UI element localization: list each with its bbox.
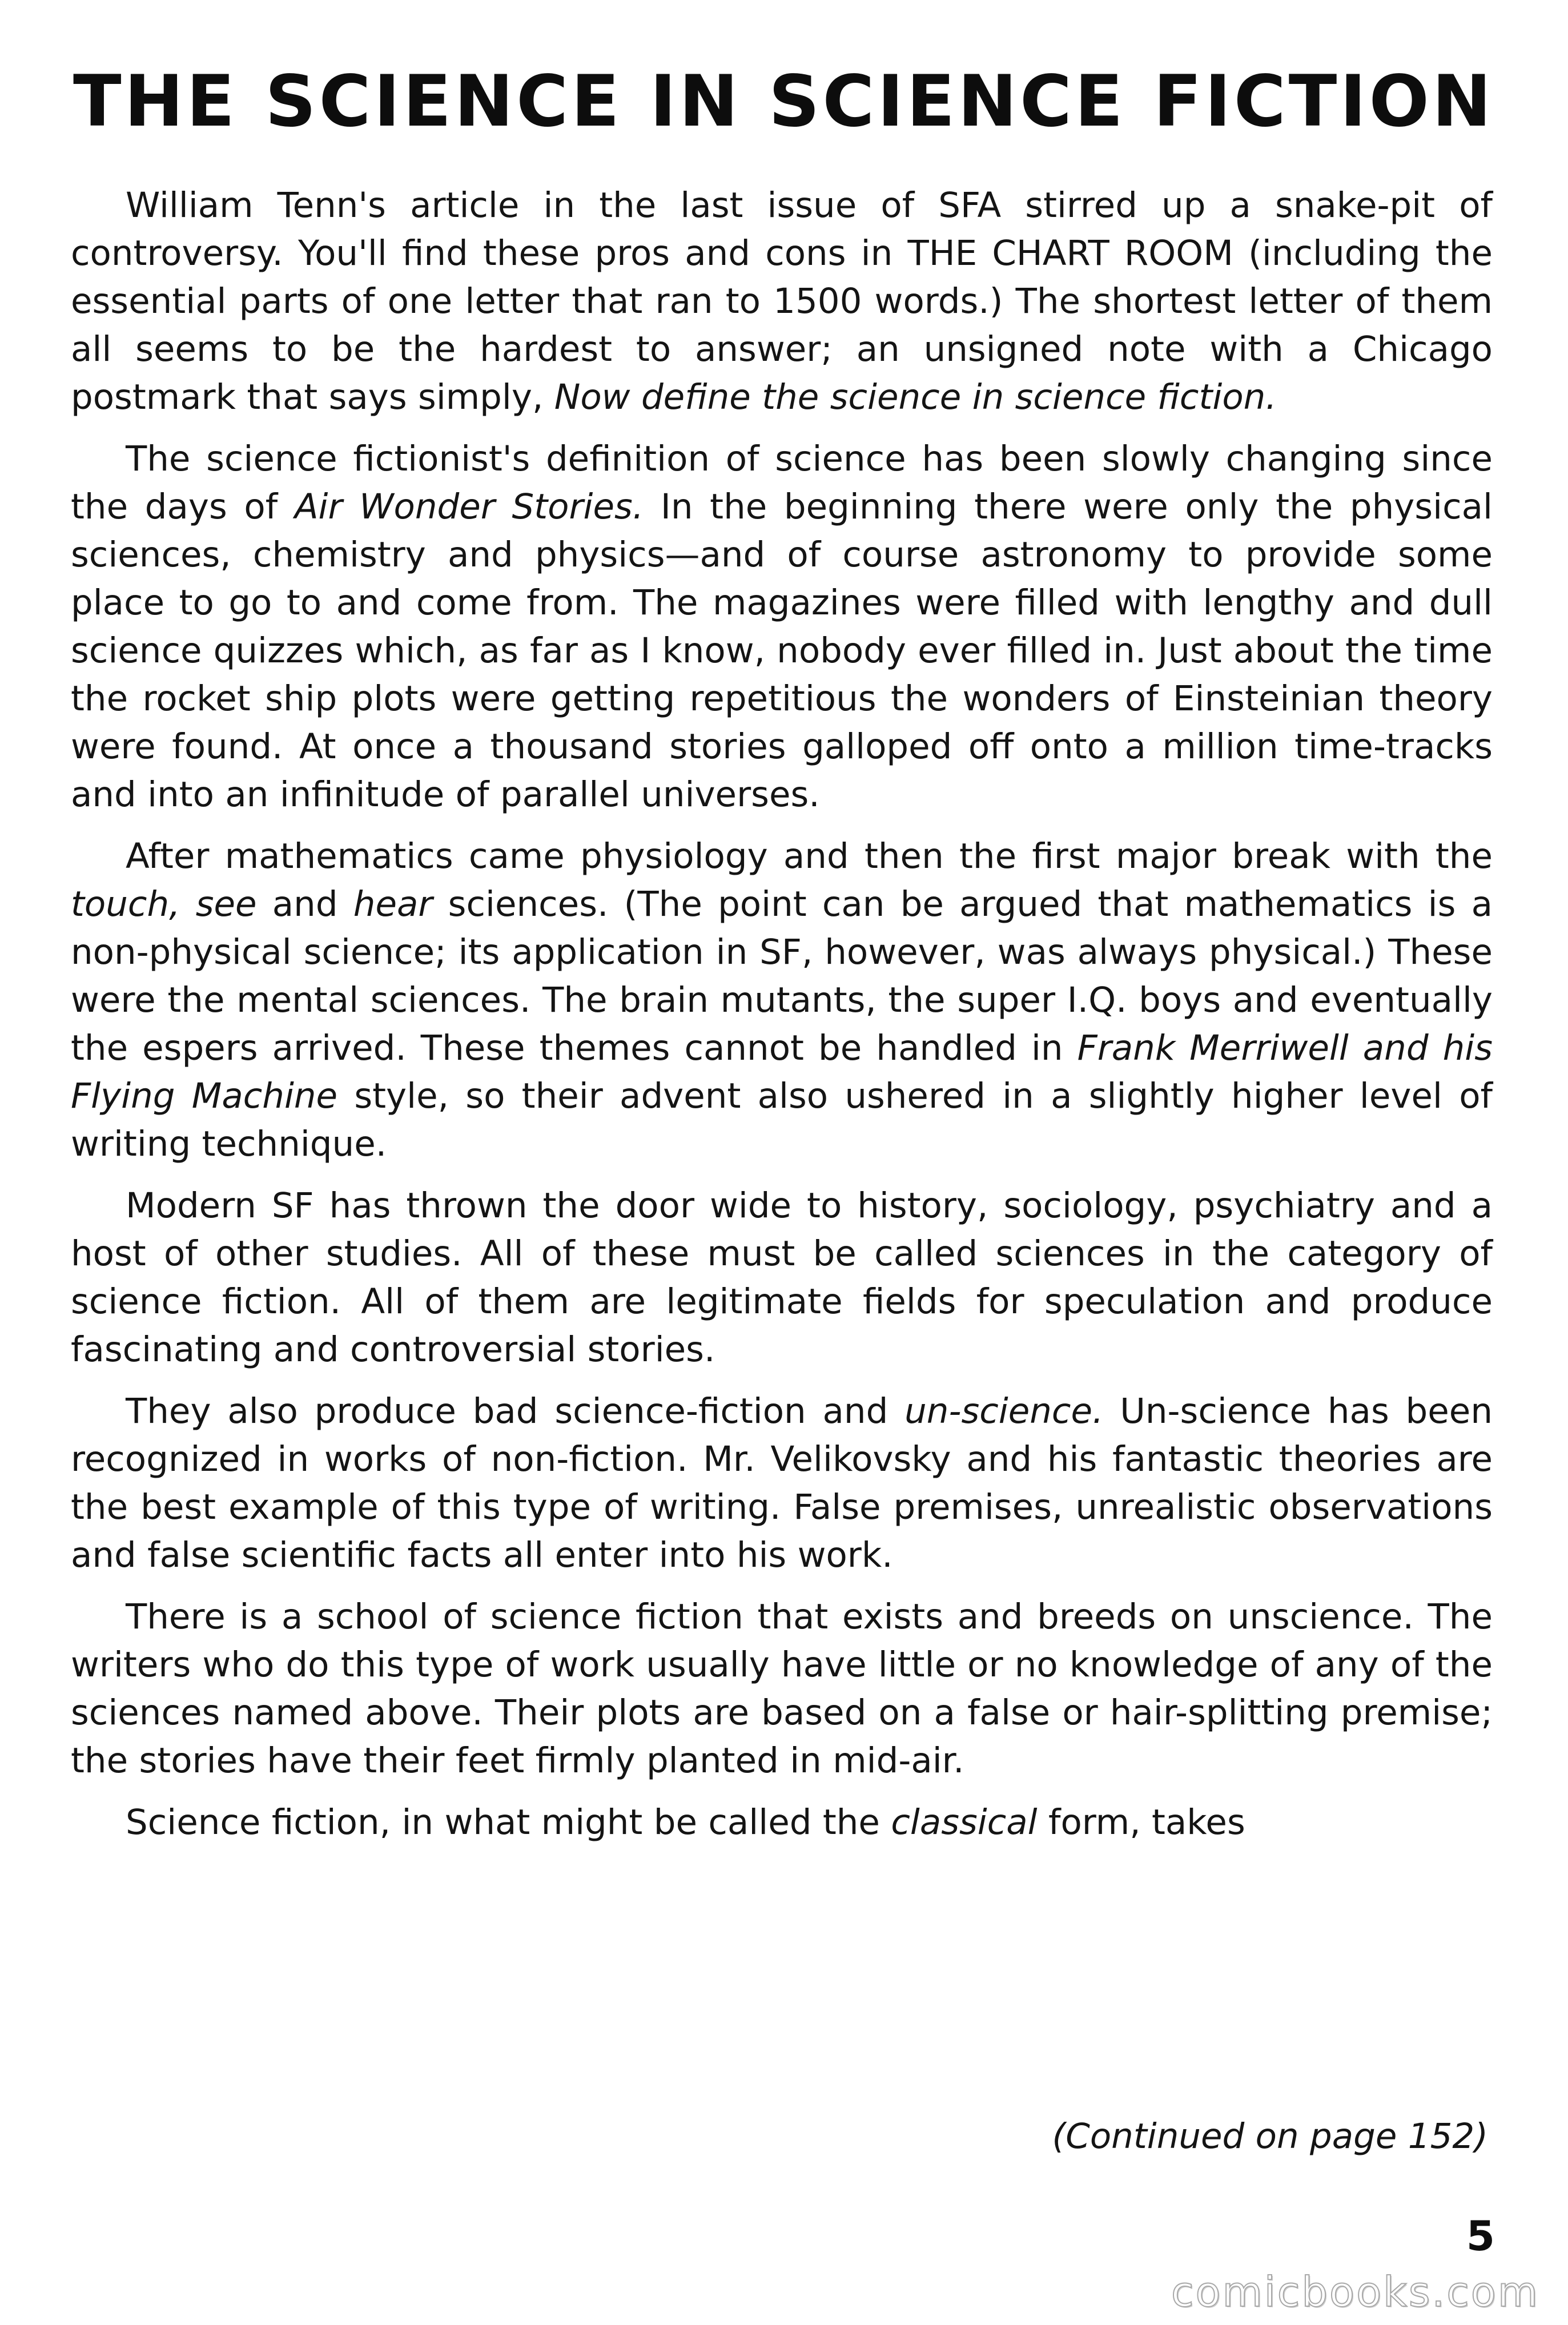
text-segment-italic: Air Wonder Stories. [294,486,644,527]
article-title: THE SCIENCE IN SCIENCE FICTION [73,61,1494,143]
text-segment-italic: un-science. [904,1391,1104,1431]
text-segment: William Tenn's article in the last issue of SFA stirred up a snake-pit of controversy. You'll find these pros and cons in THE CHART ROOM (including the essential parts of one letter that ran to 1500 words.) The shortest letter of them all seems to be the hardest to answer; an unsigned note with a Chicago postmark that says simply, [71,185,1493,417]
paragraph-7 [71,1799,1493,1847]
text-segment: After mathematics came physiology and then the first major break with the [126,836,1493,876]
paragraph-3 [71,832,1493,1168]
continued-note: (Continued on page 152) [1052,2116,1488,2157]
text-segment: and [256,884,353,924]
site-watermark[interactable]: comicbooks.com [1171,2268,1539,2316]
text-segment: They also produce bad science-fiction and [126,1391,905,1431]
paragraph-1 [71,182,1493,421]
text-segment: Science fiction, in what might be called the [126,1802,891,1843]
text-segment-italic: hear [353,884,433,924]
text-segment-italic: classical [891,1802,1038,1843]
text-segment: Un-science has been recognized in works of non-fiction. Mr. Velikovsky and his fantastic theories are the best example of this type of writing. False premises, unrealistic observations and false scientific facts all enter into his work. [71,1391,1493,1575]
text-segment: form, takes [1037,1802,1245,1843]
text-segment-italic: Frank Merriwell and his Flying Machine [71,1028,1493,1116]
text-segment-italic: touch, see [71,884,257,924]
text-segment: There is a school of science fiction that exists and breeds on unscience. The writers who do this type of work usually have little or no knowledge of any of the sciences named above. Their plots are based on a false or hair-splitting premise; the stories have their feet firmly planted in mid-air. [71,1596,1493,1781]
page-number: 5 [1466,2212,1495,2260]
text-segment: sciences. (The point can be argued that mathematics is a non-physical science; its application in SF, however, was always physical.) These were the mental sciences. The brain mutants, the super I.Q. boys and eventually the espers arrived. These themes cannot be handled in [71,884,1493,1068]
paragraph-4 [71,1182,1493,1374]
text-segment: style, so their advent also ushered in a slightly higher level of writing technique. [71,1076,1493,1164]
paragraph-5 [71,1387,1493,1579]
text-segment-italic: Now define the science in science fiction. [554,377,1277,417]
text-segment: Modern SF has thrown the door wide to history, sociology, psychiatry and a host of other studies. All of these must be called sciences in the category of science fiction. All of them are legitimate fields for speculation and produce fascinating and controversial stories. [71,1185,1493,1370]
text-segment: The science fictionist's definition of science has been slowly changing since the days of [71,439,1493,527]
article-body [71,182,1493,1860]
paragraph-6 [71,1593,1493,1785]
paragraph-2 [71,435,1493,819]
text-segment: In the beginning there were only the physical sciences, chemistry and physics—and of course astronomy to provide some place to go to and come from. The magazines were filled with lengthy and dull science quizzes which, as far as I know, nobody ever filled in. Just about the time the rocket ship plots were getting repetitious the wonders of Einsteinian theory were found. At once a thousand stories galloped off onto a million time-tracks and into an infinitude of parallel universes. [71,486,1493,815]
